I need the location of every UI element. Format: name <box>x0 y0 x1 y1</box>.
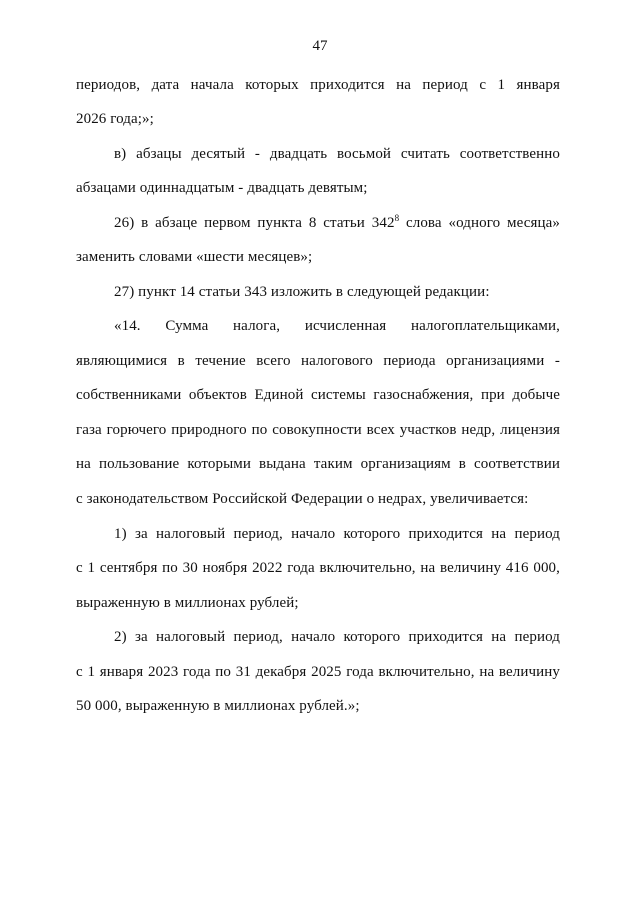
text-fragment: слова «одного месяца» <box>399 215 560 231</box>
superscript: 8 <box>394 213 400 223</box>
page-number: 47 <box>312 38 328 54</box>
text-line: заменить словами «шести месяцев»; <box>76 249 313 265</box>
text-line: являющимися в течение всего налогового периода организациями - <box>76 353 560 369</box>
text-line: 27) пункт 14 статьи 343 изложить в следующей редакции: <box>114 284 490 300</box>
text-fragment: 26) в абзаце первом пункта 8 статьи 342 <box>114 215 395 231</box>
text-line: 2) за налоговый период, начало которого приходится на период <box>114 629 560 645</box>
text-line: с 1 сентября по 30 ноября 2022 года включительно, на величину 416 000, <box>76 560 560 576</box>
text-line: в) абзацы десятый - двадцать восьмой считать соответственно <box>114 146 560 162</box>
text-line: на пользование которыми выдана таким организациям в соответствии <box>76 456 560 472</box>
text-line: 50 000, выраженную в миллионах рублей.»; <box>76 698 360 714</box>
text-line: периодов, дата начала которых приходится на период с 1 января <box>76 77 560 93</box>
text-line: 2026 года;»; <box>76 111 154 127</box>
text-line: с законодательством Российской Федерации о недрах, увеличивается: <box>76 491 529 507</box>
text-line-with-superscript <box>114 213 560 233</box>
text-line: с 1 января 2023 года по 31 декабря 2025 года включительно, на величину <box>76 664 560 680</box>
text-line: «14. Сумма налога, исчисленная налогоплательщиками, <box>114 318 560 334</box>
text-line: абзацами одиннадцатым - двадцать девятым; <box>76 180 368 196</box>
text-line: собственниками объектов Единой системы газоснабжения, при добыче <box>76 387 560 403</box>
text-line: выраженную в миллионах рублей; <box>76 595 299 611</box>
text-line: газа горючего природного по совокупности всех участков недр, лицензия <box>76 422 560 438</box>
text-line: 1) за налоговый период, начало которого приходится на период <box>114 526 560 542</box>
